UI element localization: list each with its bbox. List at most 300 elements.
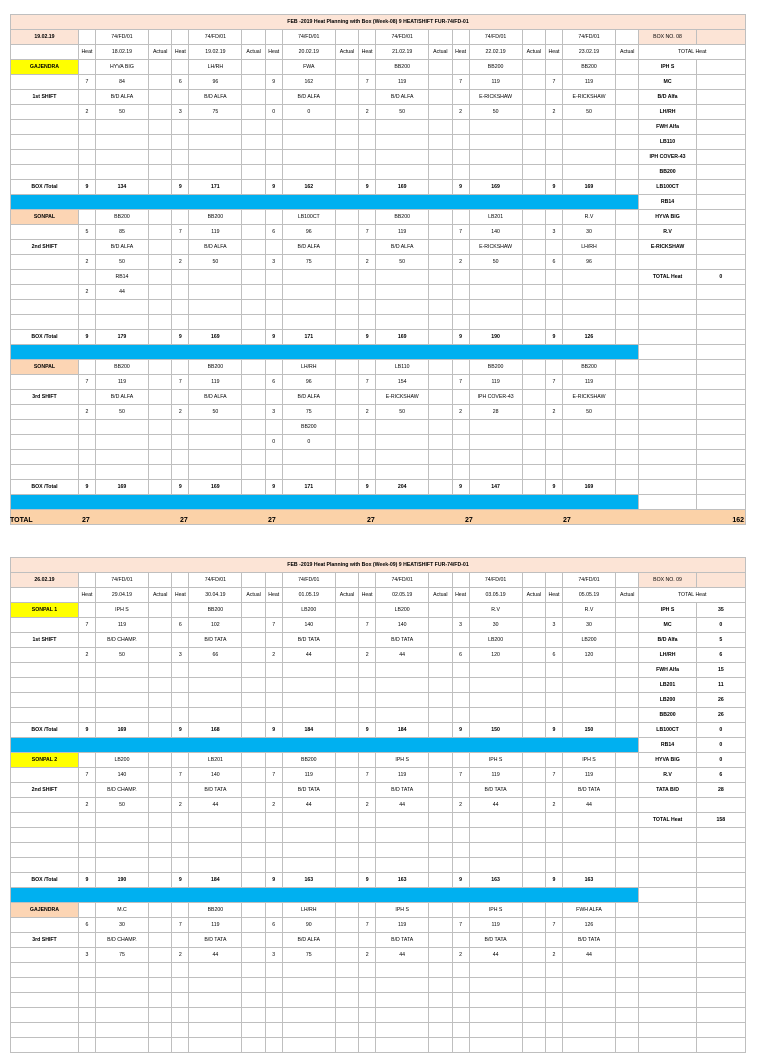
furnace-label: 74/FD/01: [469, 573, 522, 588]
heat-cell: [78, 390, 95, 405]
cell: [429, 663, 452, 678]
spacer: [11, 993, 79, 1008]
cell: [172, 963, 189, 978]
actual-cell: [149, 60, 172, 75]
cell: [359, 828, 376, 843]
item-cell: IPH S: [469, 903, 522, 918]
cell: [376, 270, 429, 285]
cell: [242, 1023, 265, 1038]
blank: [696, 903, 745, 918]
cell: [189, 663, 242, 678]
spacer: [11, 768, 79, 783]
spacer: [11, 255, 79, 270]
cell: [522, 813, 545, 828]
value-cell: 84: [95, 75, 148, 90]
actual-cell: [616, 723, 639, 738]
value-cell: 163: [562, 873, 615, 888]
actual-cell: [335, 933, 358, 948]
spacer: [172, 30, 189, 45]
week-date: 26.02.19: [11, 573, 79, 588]
cell: [452, 828, 469, 843]
cell: [149, 663, 172, 678]
cell: [95, 858, 148, 873]
right-value: [696, 495, 745, 510]
cell: [172, 165, 189, 180]
spacer: [11, 435, 79, 450]
cell: [189, 693, 242, 708]
cell: [149, 828, 172, 843]
cell: [522, 315, 545, 330]
blank: [696, 300, 745, 315]
spacer: [11, 45, 79, 60]
actual-cell: [522, 375, 545, 390]
cell: [429, 135, 452, 150]
cell: [469, 450, 522, 465]
actual-cell: [149, 723, 172, 738]
blank: [696, 360, 745, 375]
cell: [545, 300, 562, 315]
supervisor-name: SONPAL: [11, 360, 79, 375]
actual-cell: [149, 633, 172, 648]
cell: [376, 420, 429, 435]
cell: [429, 828, 452, 843]
cell: [282, 708, 335, 723]
blank: [639, 435, 696, 450]
spacer: [335, 30, 358, 45]
heat-cell: [359, 90, 376, 105]
heat-count: 6: [265, 918, 282, 933]
summary-label: MC: [639, 618, 696, 633]
blank: [696, 873, 745, 888]
cell: [616, 120, 639, 135]
spacer: [11, 405, 79, 420]
cell: [265, 843, 282, 858]
actual-cell: [335, 783, 358, 798]
spacer: [429, 30, 452, 45]
item-cell: LB200: [95, 753, 148, 768]
cell: [616, 693, 639, 708]
spacer: [172, 573, 189, 588]
item-cell: B/D TATA: [469, 783, 522, 798]
cell: [265, 1038, 282, 1053]
item-cell: R.V: [469, 603, 522, 618]
cell: [616, 963, 639, 978]
cell: [545, 843, 562, 858]
cell: [149, 843, 172, 858]
actual-header: Actual: [522, 588, 545, 603]
date-header: 18.02.19: [95, 45, 148, 60]
actual-cell: [242, 603, 265, 618]
cell: [616, 150, 639, 165]
actual-cell: [335, 60, 358, 75]
spacer: [429, 573, 452, 588]
heat-count: 2: [78, 648, 95, 663]
summary-value: [696, 225, 745, 240]
actual-header: Actual: [335, 45, 358, 60]
cell: [545, 963, 562, 978]
heat-cell: [78, 240, 95, 255]
actual-cell: [522, 618, 545, 633]
actual-cell: [522, 75, 545, 90]
actual-cell: [429, 405, 452, 420]
heat-count: 6: [172, 75, 189, 90]
summary-label: LB100CT: [639, 723, 696, 738]
actual-cell: [429, 918, 452, 933]
cell: [429, 813, 452, 828]
cell: [95, 813, 148, 828]
cell: [452, 450, 469, 465]
summary-value: [696, 165, 745, 180]
blank: [639, 903, 696, 918]
box-number: BOX NO. 09: [639, 573, 696, 588]
cell: [172, 465, 189, 480]
cell: [189, 315, 242, 330]
cell: [452, 315, 469, 330]
item-cell: LB200: [469, 633, 522, 648]
value-cell: 75: [95, 948, 148, 963]
heat-cell: [545, 240, 562, 255]
cell: [359, 963, 376, 978]
cell: [545, 465, 562, 480]
heat-count: 2: [78, 255, 95, 270]
value-cell: 169: [376, 180, 429, 195]
cell: [172, 1023, 189, 1038]
cell: [359, 978, 376, 993]
heat-count: 7: [452, 375, 469, 390]
cell: [376, 150, 429, 165]
cell: [265, 135, 282, 150]
actual-cell: [149, 480, 172, 495]
value-cell: 169: [562, 480, 615, 495]
cell: [172, 708, 189, 723]
actual-cell: [242, 330, 265, 345]
cell: [469, 285, 522, 300]
cell: [616, 450, 639, 465]
actual-cell: [149, 948, 172, 963]
value-cell: 184: [282, 723, 335, 738]
heat-cell: [172, 783, 189, 798]
value-cell: 126: [562, 918, 615, 933]
heat-cell: [359, 903, 376, 918]
summary-label: IPH S: [639, 60, 696, 75]
actual-cell: [429, 225, 452, 240]
cell: [522, 843, 545, 858]
heat-cell: [359, 633, 376, 648]
heat-count: 9: [265, 330, 282, 345]
cell: [95, 978, 148, 993]
cell: [452, 300, 469, 315]
heat-count: 9: [172, 330, 189, 345]
heat-header: Heat: [78, 588, 95, 603]
cell: [189, 165, 242, 180]
cell: [282, 120, 335, 135]
heat-count: 3: [172, 105, 189, 120]
actual-header: Actual: [616, 45, 639, 60]
heat-header: Heat: [78, 45, 95, 60]
value-cell: 169: [562, 180, 615, 195]
heat-cell: [452, 90, 469, 105]
item-cell: BB200: [376, 210, 429, 225]
cell: [452, 858, 469, 873]
cell: [149, 708, 172, 723]
cell: [242, 450, 265, 465]
heat-count: 9: [78, 180, 95, 195]
cell: [335, 963, 358, 978]
actual-cell: [616, 633, 639, 648]
actual-cell: [242, 480, 265, 495]
item-cell: B/D TATA: [282, 633, 335, 648]
value-cell: 126: [562, 330, 615, 345]
shift-separator: [11, 888, 639, 903]
cell: [265, 1008, 282, 1023]
actual-header: Actual: [242, 45, 265, 60]
blank: [639, 843, 696, 858]
cell: [95, 843, 148, 858]
heat-count: 7: [545, 918, 562, 933]
cell: [545, 120, 562, 135]
actual-cell: [522, 768, 545, 783]
summary-value: [696, 180, 745, 195]
cell: [376, 663, 429, 678]
cell: [242, 300, 265, 315]
cell: [359, 435, 376, 450]
actual-cell: [616, 648, 639, 663]
blank: [696, 375, 745, 390]
item-cell: E-RICKSHAW: [562, 390, 615, 405]
actual-cell: [616, 603, 639, 618]
cell: [172, 315, 189, 330]
furnace-label: 74/FD/01: [189, 30, 242, 45]
item-cell: BB200: [562, 360, 615, 375]
blank: [639, 993, 696, 1008]
cell: [616, 435, 639, 450]
cell: [95, 708, 148, 723]
item-cell: B/D TATA: [469, 933, 522, 948]
cell: [265, 693, 282, 708]
value-cell: 163: [469, 873, 522, 888]
cell: [469, 963, 522, 978]
cell: [359, 450, 376, 465]
heat-count: 2: [359, 648, 376, 663]
actual-cell: [616, 798, 639, 813]
cell: [616, 420, 639, 435]
item-cell: LB100CT: [282, 210, 335, 225]
cell: [545, 435, 562, 450]
cell: [149, 465, 172, 480]
cell: [562, 1038, 615, 1053]
heat-count: 2: [452, 798, 469, 813]
actual-cell: [242, 948, 265, 963]
value-cell: 44: [376, 798, 429, 813]
summary-label: IPH S: [639, 603, 696, 618]
cell: [469, 993, 522, 1008]
spacer: [11, 1008, 79, 1023]
actual-cell: [242, 723, 265, 738]
cell: [335, 315, 358, 330]
box-total-label: BOX /Total: [11, 723, 79, 738]
cell: [562, 150, 615, 165]
cell: [545, 285, 562, 300]
actual-cell: [149, 798, 172, 813]
extra-heat: 2: [78, 285, 95, 300]
actual-cell: [242, 768, 265, 783]
spacer: [616, 30, 639, 45]
summary-label: FWH Alfa: [639, 120, 696, 135]
heat-count: 6: [545, 255, 562, 270]
actual-cell: [335, 435, 358, 450]
cell: [452, 663, 469, 678]
shift-label: 3rd SHIFT: [11, 390, 79, 405]
actual-cell: [335, 723, 358, 738]
cell: [335, 678, 358, 693]
cell: [452, 150, 469, 165]
item-cell: B/D ALFA: [189, 240, 242, 255]
value-cell: 44: [376, 648, 429, 663]
actual-cell: [429, 648, 452, 663]
cell: [429, 1008, 452, 1023]
item-cell: B/D TATA: [562, 933, 615, 948]
value-cell: 75: [282, 948, 335, 963]
value-cell: 50: [189, 405, 242, 420]
grand-total-value: 27: [367, 517, 375, 524]
actual-cell: [242, 255, 265, 270]
cell: [78, 693, 95, 708]
actual-cell: [335, 618, 358, 633]
heat-cell: [452, 60, 469, 75]
heat-cell: [545, 210, 562, 225]
cell: [242, 165, 265, 180]
heat-cell: [172, 633, 189, 648]
total-heat-label: TOTAL Heat: [639, 270, 696, 285]
item-cell: B/D ALFA: [282, 933, 335, 948]
summary-value: [696, 240, 745, 255]
cell: [335, 813, 358, 828]
heat-count: 7: [452, 768, 469, 783]
cell: [562, 828, 615, 843]
cell: [149, 1008, 172, 1023]
cell: [469, 120, 522, 135]
heat-cell: [172, 60, 189, 75]
heat-header: Heat: [172, 45, 189, 60]
blank: [639, 420, 696, 435]
cell: [282, 828, 335, 843]
cell: [78, 150, 95, 165]
heat-cell: [265, 753, 282, 768]
heat-count: 6: [78, 918, 95, 933]
actual-header: Actual: [429, 588, 452, 603]
value-cell: 163: [282, 873, 335, 888]
item-cell: B/D ALFA: [189, 390, 242, 405]
actual-cell: [149, 753, 172, 768]
cell: [335, 843, 358, 858]
heat-cell: [545, 633, 562, 648]
value-cell: 44: [562, 798, 615, 813]
cell: [189, 465, 242, 480]
heat-count: 9: [265, 873, 282, 888]
blank: [696, 405, 745, 420]
item-cell: BB200: [95, 210, 148, 225]
cell: [95, 120, 148, 135]
cell: [78, 678, 95, 693]
actual-cell: [429, 783, 452, 798]
cell: [242, 963, 265, 978]
cell: [335, 708, 358, 723]
cell: [282, 300, 335, 315]
spacer: [11, 843, 79, 858]
cell: [545, 978, 562, 993]
actual-cell: [522, 405, 545, 420]
summary-label: B/D Alfa: [639, 90, 696, 105]
actual-cell: [429, 105, 452, 120]
cell: [335, 450, 358, 465]
blank: [696, 858, 745, 873]
cell: [265, 315, 282, 330]
spacer: [359, 573, 376, 588]
cell: [149, 1023, 172, 1038]
actual-cell: [335, 90, 358, 105]
cell: [149, 420, 172, 435]
summary-label: BB200: [639, 708, 696, 723]
cell: [282, 165, 335, 180]
spacer: [11, 918, 79, 933]
actual-cell: [616, 918, 639, 933]
actual-cell: [616, 768, 639, 783]
total-heat-header: TOTAL Heat: [639, 588, 746, 603]
actual-cell: [429, 873, 452, 888]
actual-cell: [242, 873, 265, 888]
shift-label: 2nd SHIFT: [11, 783, 79, 798]
cell: [95, 993, 148, 1008]
cell: [78, 435, 95, 450]
spacer: [11, 450, 79, 465]
cell: [469, 420, 522, 435]
summary-value: [696, 195, 745, 210]
heat-count: 3: [265, 255, 282, 270]
summary-value: 0: [696, 618, 745, 633]
actual-cell: [335, 480, 358, 495]
summary-value: [696, 105, 745, 120]
heat-cell: [545, 390, 562, 405]
value-cell: 44: [282, 648, 335, 663]
blank: [639, 255, 696, 270]
cell: [429, 420, 452, 435]
spacer: [11, 165, 79, 180]
cell: [429, 465, 452, 480]
cell: [335, 993, 358, 1008]
heat-count: 9: [359, 723, 376, 738]
heat-count: 9: [265, 180, 282, 195]
cell: [562, 678, 615, 693]
cell: [242, 813, 265, 828]
value-cell: 50: [562, 105, 615, 120]
cell: [189, 450, 242, 465]
actual-cell: [616, 375, 639, 390]
value-cell: 119: [469, 75, 522, 90]
actual-cell: [522, 60, 545, 75]
value-cell: 50: [95, 255, 148, 270]
heat-cell: [452, 903, 469, 918]
summary-value: 15: [696, 663, 745, 678]
actual-header: Actual: [149, 45, 172, 60]
value-cell: 120: [469, 648, 522, 663]
heat-count: 2: [78, 405, 95, 420]
blank: [639, 375, 696, 390]
cell: [522, 285, 545, 300]
cell: [469, 165, 522, 180]
actual-cell: [242, 180, 265, 195]
value-cell: 169: [95, 480, 148, 495]
heat-count: 9: [78, 480, 95, 495]
